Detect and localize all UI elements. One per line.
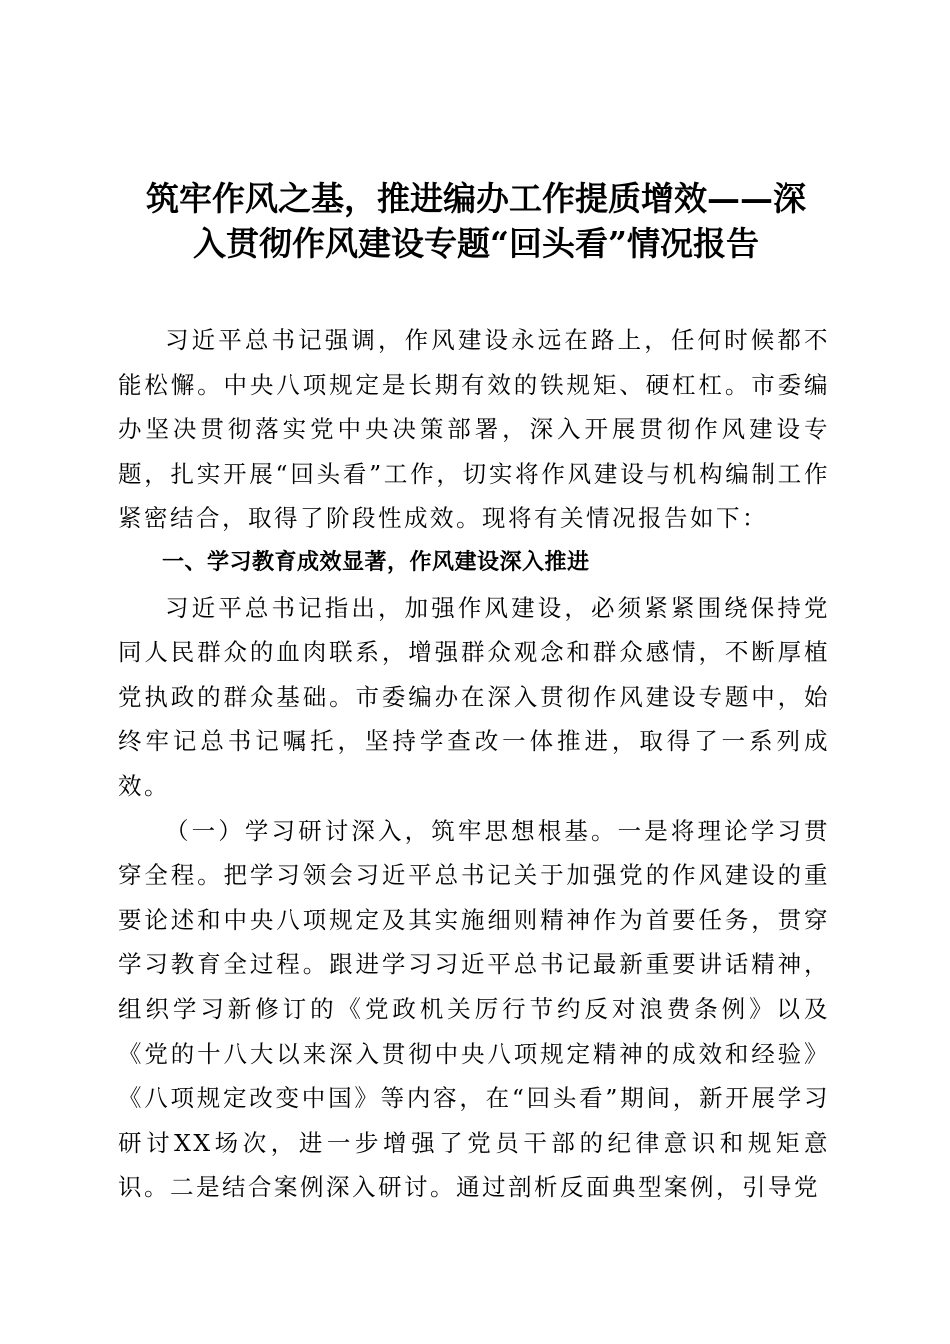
- document-title: [110, 176, 842, 266]
- section-heading-1: 一、学习教育成效显著，作风建设深入推进: [162, 549, 590, 575]
- intro-paragraph: 习近平总书记强调，作风建设永远在路上，任何时候都不能松懈。中央八项规定是长期有效的铁规矩、硬杠杠。市委编办坚决贯彻落实党中央决策部署，深入开展贯彻作风建设专题，扎实开展“回头看”工作，切实将作风建设与机构编制工作紧密结合，取得了阶段性成效。现将有关情况报告如下：: [118, 326, 830, 533]
- document-body: [118, 318, 830, 1210]
- section-1-intro-paragraph: 习近平总书记指出，加强作风建设，必须紧紧围绕保持党同人民群众的血肉联系，增强群众观念和群众感情，不断厚植党执政的群众基础。市委编办在深入贯彻作风建设专题中，始终牢记总书记嘱托，坚持学查改一体推进，取得了一系列成效。: [118, 593, 830, 800]
- title-line-2: 入贯彻作风建设专题“回头看”情况报告: [193, 224, 759, 263]
- section-1-subsection-1-paragraph: （一）学习研讨深入，筑牢思想根基。一是将理论学习贯穿全程。把学习领会习近平总书记关于加强党的作风建设的重要论述和中央八项规定及其实施细则精神作为首要任务，贯穿学习教育全过程。跟进学习习近平总书记最新重要讲话精神，组织学习新修订的《党政机关厉行节约反对浪费条例》以及《党的十八大以来深入贯彻中央八项规定精神的成效和经验》《八项规定改变中国》等内容，在“回头看”期间，新开展学习研讨XX场次，进一步增强了党员干部的纪律意识和规矩意识。二是结合案例深入研讨。通过剖析反面典型案例，引导党: [118, 816, 830, 1202]
- title-line-1: 筑牢作风之基，推进编办工作提质增效——深: [146, 179, 806, 218]
